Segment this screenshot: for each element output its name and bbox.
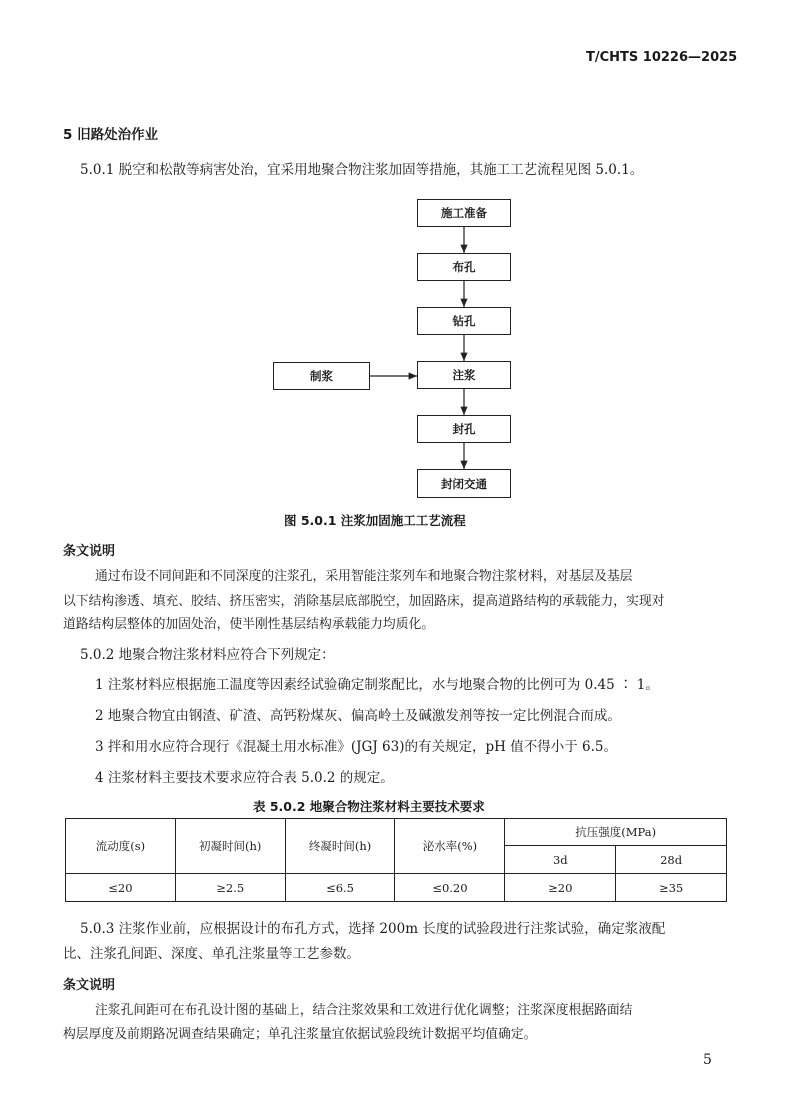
section-title: 5 旧路处治作业 [63,127,159,143]
clause-5-0-2-item-3: 3 拌和用水应符合现行《混凝土用水标准》(JGJ 63)的有关规定，pH 值不得小于 6.5。 [95,739,617,755]
note-1-line-1: 通过布设不同间距和不同深度的注浆孔，采用智能注浆列车和地聚合物注浆材料，对基层及基层 [95,569,633,584]
flow-node-hole-layout: 布孔 [417,253,511,281]
table-cell: ≤6.5 [285,874,395,902]
clause-5-0-3-line-1: 5.0.3 注浆作业前，应根据设计的布孔方式，选择 200m 长度的试验段进行注浆试验，确定浆液配 [80,921,666,937]
table-cell: ≤0.20 [395,874,505,902]
header-compressive-strength: 抗压强度(MPa) [505,819,727,846]
header-initial-set: 初凝时间(h) [175,819,285,874]
table-row [66,874,727,902]
page-number: 5 [703,1052,712,1068]
clause-5-0-2-item-1: 1 注浆材料应根据施工温度等因素经试验确定制浆配比，水与地聚合物的比例可为 0.45 ∶ 1。 [95,677,659,693]
flow-node-preparation: 施工准备 [417,199,511,227]
flowchart [0,0,790,520]
header-bleeding: 泌水率(%) [395,819,505,874]
standard-code: T/CHTS 10226—2025 [586,50,738,65]
flow-node-hole-sealing: 封孔 [417,415,511,443]
table-cell: ≤20 [66,874,176,902]
header-3d: 3d [505,846,616,874]
note-1-line-2: 以下结构渗透、填充、胶结、挤压密实，消除基层底部脱空，加固路床，提高道路结构的承载能力，实现对 [63,594,665,609]
figure-caption: 图 5.0.1 注浆加固施工工艺流程 [284,513,466,528]
flow-node-slurry-mixing: 制浆 [273,362,370,390]
clause-5-0-3-line-2: 比、注浆孔间距、深度、单孔注浆量等工艺参数。 [63,946,360,962]
note-2-line-2: 构层厚度及前期路况调查结果确定；单孔注浆量宜依据试验段统计数据平均值确定。 [63,1027,537,1042]
spec-table [65,818,727,902]
table-cell: ≥35 [616,874,727,902]
flow-node-drilling: 钻孔 [417,307,511,335]
flowchart-connectors [0,0,790,520]
header-final-set: 终凝时间(h) [285,819,395,874]
clause-5-0-2-item-4: 4 注浆材料主要技术要求应符合表 5.0.2 的规定。 [95,770,394,786]
header-28d: 28d [616,846,727,874]
flow-node-grouting: 注浆 [417,361,511,389]
clause-5-0-1: 5.0.1 脱空和松散等病害处治，宜采用地聚合物注浆加固等措施，其施工工艺流程见图 5.0.1。 [80,162,644,178]
note-2-line-1: 注浆孔间距可在布孔设计图的基础上，结合注浆效果和工效进行优化调整；注浆深度根据路面结 [95,1003,633,1018]
note-1-line-3: 道路结构层整体的加固处治，使半刚性基层结构承载能力均质化。 [63,617,435,632]
table-caption: 表 5.0.2 地聚合物注浆材料主要技术要求 [253,799,485,814]
table-cell: ≥2.5 [175,874,285,902]
note-heading-1: 条文说明 [63,544,116,559]
flow-node-traffic-closure: 封闭交通 [417,469,511,498]
header-fluidity: 流动度(s) [66,819,176,874]
table-cell: ≥20 [505,874,616,902]
note-heading-2: 条文说明 [63,978,116,993]
clause-5-0-2-item-2: 2 地聚合物宜由钢渣、矿渣、高钙粉煤灰、偏高岭土及碱激发剂等按一定比例混合而成。 [95,708,621,724]
clause-5-0-2: 5.0.2 地聚合物注浆材料应符合下列规定： [80,647,335,663]
